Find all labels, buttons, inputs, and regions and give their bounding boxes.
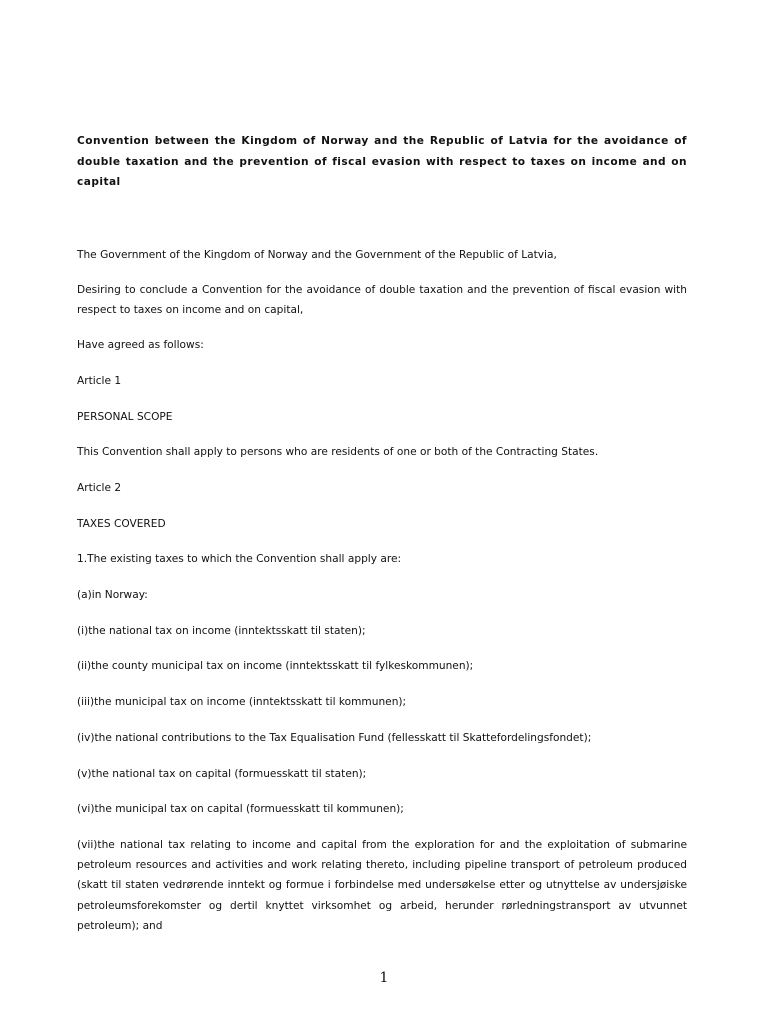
article-2-title: TAXES COVERED	[77, 517, 166, 530]
article-1-heading: Article 1	[77, 374, 122, 387]
article-2-item-iii: (iii)the municipal tax on income (inntektsskatt til kommunen);	[77, 696, 407, 709]
preamble-parties: The Government of the Kingdom of Norway and the Government of the Republic of Latvia,	[77, 248, 557, 261]
article-2-item-ii: (ii)the county municipal tax on income (inntektsskatt til fylkeskommunen);	[77, 660, 474, 673]
article-2-item-vii: (vii)the national tax relating to income and capital from the exploration for and the exploitation of submarine petroleum resources and activities and work relating thereto, including pipeline transport of petroleum produced (skatt til staten vedrørende inntekt og formue i forbindelse med undersøkelse etter og utnyttelse av undersjøiske petroleumsforekomster og dertil knyttet virksomhet og arbeid, herunder rørledningstransport av utvunnet petroleum); and	[77, 838, 687, 932]
article-2-item-vi: (vi)the municipal tax on capital (formuesskatt til kommunen);	[77, 803, 404, 816]
article-2-item-a: (a)in Norway:	[77, 589, 148, 602]
preamble-desiring: Desiring to conclude a Convention for the avoidance of double taxation and the prevention of fiscal evasion with respect to taxes on income and on capital,	[77, 283, 687, 316]
article-2-item-iv: (iv)the national contributions to the Tax Equalisation Fund (fellesskatt til Skattefordelingsfondet);	[77, 731, 592, 744]
page-number: 1	[379, 970, 389, 986]
document-title: Convention between the Kingdom of Norway and the Republic of Latvia for the avoidance of double taxation and the prevention of fiscal evasion with respect to taxes on income and on capital	[77, 135, 687, 188]
article-1-text: This Convention shall apply to persons who are residents of one or both of the Contracting States.	[77, 446, 599, 459]
article-2-paragraph-1: 1.The existing taxes to which the Convention shall apply are:	[77, 553, 402, 566]
article-2-item-i: (i)the national tax on income (inntektsskatt til staten);	[77, 624, 366, 637]
article-2-heading: Article 2	[77, 481, 122, 494]
article-2-item-v: (v)the national tax on capital (formuesskatt til staten);	[77, 767, 367, 780]
preamble-agreed: Have agreed as follows:	[77, 339, 204, 352]
document-body	[77, 131, 687, 936]
article-1-title: PERSONAL SCOPE	[77, 410, 173, 423]
